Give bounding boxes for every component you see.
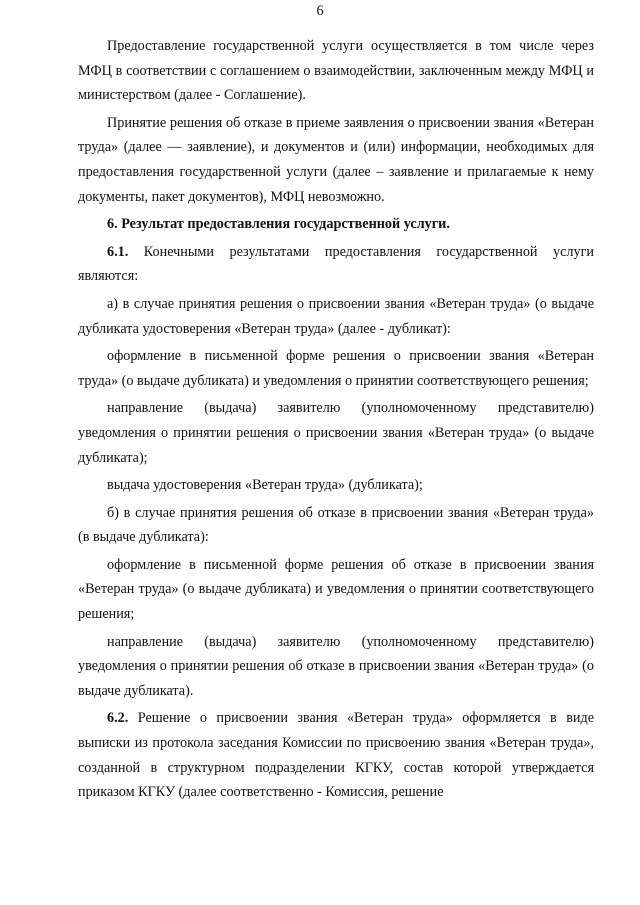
paragraph-a-issue: выдача удостоверения «Ветеран труда» (дубликата); [107,477,423,494]
paragraph-b-form: оформление в письменной форме решения об отказе в присвоении звания «Ветеран труда» (о выдаче дубликата) и уведомления о принятии соответствующего решения; [78,556,594,623]
document-body [78,34,594,805]
clause-number: 6.2. [107,710,129,727]
paragraph-refusal: Принятие решения об отказе в приеме заявления о присвоении звания «Ветеран труда» (далее — заявление), и документов и (или) информации, необходимых для предоставления государственной услуги (далее – заявление и прилагаемые к нему документы, пакет документов), МФЦ невозможно. [78,114,594,205]
paragraph-a-form: оформление в письменной форме решения о присвоении звания «Ветеран труда» (о выдаче дубликата) и уведомления о принятии соответствующего решения; [78,348,594,389]
page-number: 6 [316,3,324,19]
paragraph-b-send: направление (выдача) заявителю (уполномоченному представителю) уведомления о принятии решения об отказе в присвоении звания «Ветеран труда» (о выдаче дубликата). [78,633,594,699]
paragraph-a-send: направление (выдача) заявителю (уполномоченному представителю) уведомления о принятии решения о присвоении звания «Ветеран труда» (о выдаче дубликата); [78,400,594,466]
clause-number: 6.1. [107,243,129,260]
paragraph-text: Конечными результатами предоставления государственной услуги являются: [78,243,594,285]
paragraph-item-b: б) в случае принятия решения об отказе в присвоении звания «Ветеран труда» (в выдаче дубликата): [78,504,594,546]
paragraph-item-a: а) в случае принятия решения о присвоении звания «Ветеран труда» (о выдаче дубликата удостоверения «Ветеран труда» (далее - дубликат): [78,295,594,337]
paragraph-6-1 [78,240,594,289]
paragraph-6-2 [78,706,594,804]
section-heading-6: 6. Результат предоставления государственной услуги. [107,216,450,233]
paragraph-mfc: Предоставление государственной услуги осуществляется в том числе через МФЦ в соответствии с соглашением о взаимодействии, заключенным между МФЦ и министерством (далее - Соглашение). [78,38,594,104]
paragraph-text: Решение о присвоении звания «Ветеран труда» оформляется в виде выписки из протокола заседания Комиссии по присвоению звания «Ветеран труда», созданной в структурном подразделении КГКУ, состав которой утверждается приказом КГКУ (далее соответственно - Комиссия, решение [78,710,594,801]
